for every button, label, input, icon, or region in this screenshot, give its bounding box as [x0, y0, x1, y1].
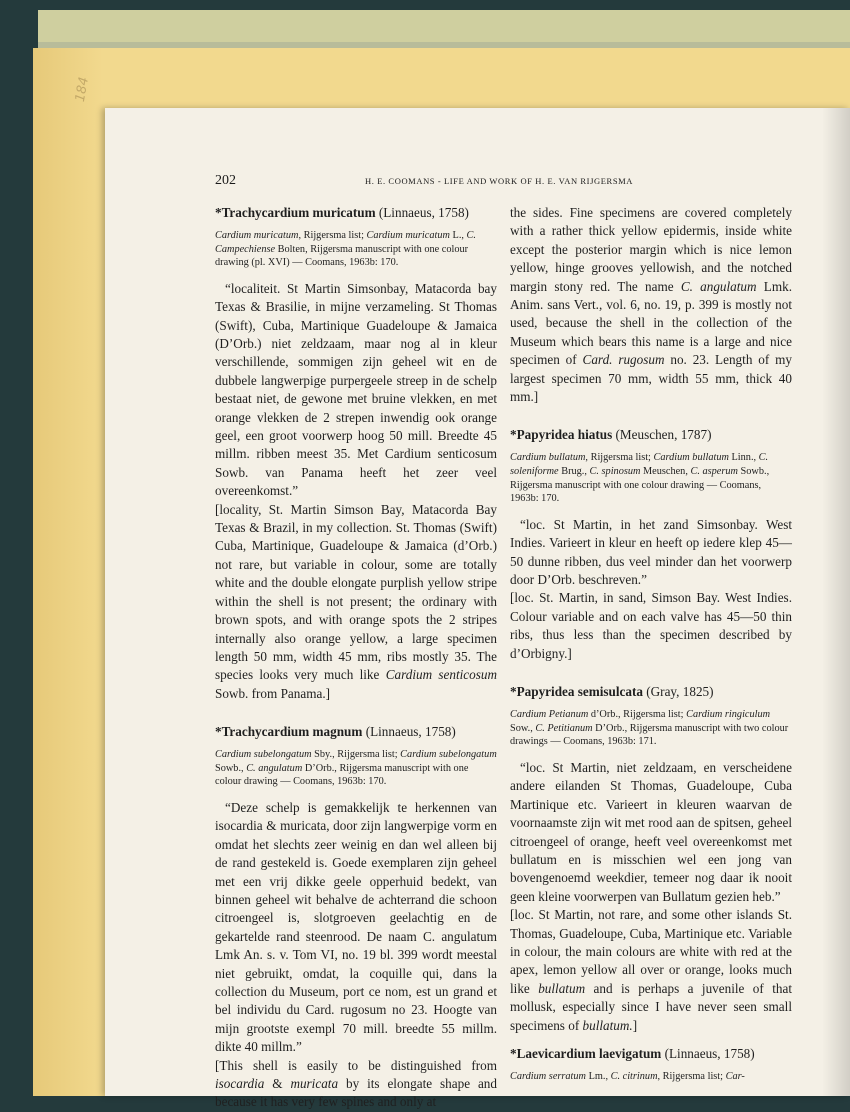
synonym: Cardium bullatum	[510, 452, 586, 464]
translation-italic: muricata	[290, 1076, 339, 1091]
synonymy	[510, 708, 792, 749]
english-translation	[215, 501, 497, 703]
running-head	[215, 173, 835, 193]
synonymy	[510, 451, 792, 505]
synonym: C. Campechiense	[215, 230, 476, 255]
synonym-text: Sby., Rijgersma list;	[311, 749, 401, 761]
continued-translation	[510, 204, 792, 406]
dutch-quote: “localiteit. St Martin Simsonbay, Matacorda bay Texas & Brasilie, in mijne verzameling. St Thomas (Swift), Cuba, Martinique Guadeloupe & Jamaica (D’Orb.) niet zeldzaam, maar nog al in kleur verschillende, sommigen zijn geheel wit en de dubbele langwerpige purpergeele streep in de schelp bestaat niet, de gewone met bruine vlekken, en met orange vlekken de 2 strepen inwendig ook orange geel, een groot voorwerp hoog 50 mill. Breedte 45 millm. ribben meest 35. Met Cardium senticosum Sowb. van Panama heeft het zeer veel overeenkomst.”	[215, 280, 497, 499]
synonym: Cardium bullatum	[653, 452, 729, 464]
page-curl-shadow	[822, 108, 850, 1096]
synonym-text: Linn.,	[728, 452, 759, 464]
book-page	[105, 108, 850, 1110]
synonym: C. Petitianum	[535, 722, 593, 734]
synonym: Cardium subelongatum	[400, 749, 497, 761]
synonym-text: Sowb., Rijgersma manuscript with one colour drawing — Coomans, 1963b: 170.	[510, 466, 770, 505]
translation-italic: isocardia	[215, 1076, 265, 1091]
dutch-quote: “loc. St Martin, in het zand Simsonbay. West Indies. Varieert in kleur en heeft op iedere klep 45—50 dunne ribben, dus veel minder dan het voorwerp door D’Orb. beschreven.”	[510, 516, 792, 588]
synonym: Cardium serratum	[510, 1070, 586, 1082]
translation-italic: bullatum	[538, 980, 586, 996]
english-translation	[215, 1057, 497, 1112]
synonymy	[510, 1070, 792, 1084]
species-name: *Trachycardium muricatum	[215, 205, 376, 220]
translation-text: the sides. Fine specimens are covered completely with a rather thick yellow epidermis, inside white except the posterior margin which is nice lemon yellow, hinge grooves yellowish, and the notched margin stony red. The name	[510, 205, 792, 294]
translation-text: Lmk. Anim. sans Vert., vol. 6, no. 19, p. 399 is mostly not used, because the shell in the collection of the Museum which bears this name is a large and nice specimen of	[510, 278, 792, 368]
translation-text: &	[264, 1076, 291, 1091]
dutch-quote: “loc. St Martin, niet zeldzaam, en verscheidene andere eilanden St Thomas, Guadeloupe, Cuba Martinique etc. Varieert in kleuren waarvan de voornaamste zijn wit met rood aan de spitsen, geheel citroengeel of orange, heeft veel overeenkomst met bullatum en is misschien wel een jong van bovengenoemd weekdier, temeer nog daar ik nooit geen kleine voorwerpen van Bullatum gezien heb.”	[510, 759, 792, 904]
entry-heading-trachycardium-muricatum	[215, 204, 497, 221]
translation-italic: C. angulatum	[680, 278, 757, 294]
synonym: C. soleniforme	[510, 452, 769, 478]
translation-text: [This shell is easily to be distinguished from	[215, 1057, 497, 1073]
synonym: Cardium ringiculum	[686, 709, 771, 721]
synonym-text: Bolten, Rijgersma manuscript with one colour drawing (pl. XVI) — Coomans, 1963b: 170.	[215, 243, 469, 269]
translation-italic: bullatum.	[582, 1017, 633, 1033]
synonym: Car-	[725, 1070, 745, 1082]
synonym-text: D’Orb., Rijgersma manuscript with one colour drawing — Coomans, 1963b: 170.	[215, 762, 469, 788]
synonym: C. citrinum	[610, 1070, 658, 1082]
synonym-text: D’Orb., Rijgersma manuscript with two colour drawings — Coomans, 1963b: 171.	[510, 722, 789, 748]
translation-text: [locality, St. Martin Simson Bay, Matacorda Bay Texas & Brazil, in my collection. St. Thomas (Swift) Cuba, Martinique, Guadeloupe & Jamaica (d’Orb.) not rare, but variable in colour, some are totally white and the double elongate purplish yellow stripe within the shell is not present; the ordinary with brown spots, and with orange spots the 2 stripes internally also orange yellow, a large specimen length 50 mm, width 45 mm, ribs mostly 35. The species looks very much like	[215, 501, 497, 683]
header-title: H. E. COOMANS - LIFE AND WORK OF H. E. VAN RIJGERSMA	[365, 176, 634, 186]
species-author: (Gray, 1825)	[642, 684, 714, 700]
synonym: Cardium Petianum	[510, 709, 589, 721]
species-name: *Papyridea hiatus	[510, 427, 613, 443]
synonym-text: L.,	[449, 230, 467, 241]
entry-heading-papyridea-semisulcata	[510, 683, 792, 700]
translation-italic: Cardium senticosum	[385, 667, 497, 683]
synonym: C. asperum	[690, 466, 738, 478]
synonymy	[215, 748, 497, 789]
synonym-text: d’Orb., Rijgersma list;	[588, 709, 687, 721]
species-author: (Linnaeus, 1758)	[362, 724, 456, 740]
synonym: C. angulatum	[246, 762, 303, 774]
species-name: *Trachycardium magnum	[215, 724, 363, 740]
species-author: (Meuschen, 1787)	[612, 427, 712, 443]
translation-text: ]	[632, 1017, 638, 1033]
synonymy	[215, 229, 497, 270]
synonym: Cardium muricatum	[366, 230, 450, 241]
pencil-mark: 184	[72, 75, 92, 104]
synonym-text: , Rijgersma list;	[585, 452, 654, 464]
species-author: (Linnaeus, 1758)	[661, 1045, 755, 1061]
species-name: *Papyridea semisulcata	[510, 684, 643, 700]
entry-heading-trachycardium-magnum	[215, 723, 497, 740]
synonym: Cardium muricatum	[215, 230, 299, 241]
synonym-text: Sowb.,	[215, 762, 247, 774]
english-translation: [loc. St. Martin, in sand, Simson Bay. West Indies. Colour variable and on each valve has 45—50 thin ribs, thus less than the specimen described by d’Orbigny.]	[510, 590, 792, 661]
species-author: (Linnaeus, 1758)	[375, 205, 469, 220]
right-column	[510, 204, 792, 1094]
synonym-text: Sow.,	[510, 722, 536, 734]
page-number: 202	[215, 173, 236, 188]
entry-heading-laevicardium-laevigatum	[510, 1045, 792, 1062]
synonym-text: , Rijgersma list;	[657, 1070, 726, 1082]
synonym-text: Brug.,	[558, 466, 590, 478]
translation-text: [loc. St Martin, not rare, and some other islands St. Thomas, Guadeloupe, Cuba, Martinique etc. Variable in colour, the main colours are white with red at the apex, lemon yellow all over or orange, looks much like	[510, 907, 792, 996]
back-folder-edge	[38, 10, 850, 42]
paper-shade	[33, 48, 103, 1096]
synonym: Cardium subelongatum	[215, 749, 312, 761]
synonym-text: Meuschen,	[640, 466, 691, 478]
translation-text: and is perhaps a juvenile of that mollusk, especially since I have never seen small specimens of	[510, 980, 792, 1033]
dutch-quote: “Deze schelp is gemakkelijk te herkennen van isocardia & muricata, door zijn langwerpige vorm en omdat het slechts zeer weinig en dan wel alleen bij de rand gestekeld is. Goede exemplaren zijn geheel met een vrij dikke geele opperhuid bedekt, van binnen geheel wit behalve de achterrand die schoon citroengeel is, slotgroeven geelachtig en de gekartelde rand steenrood. De naam C. angulatum Lmk An. s. v. Tom VI, no. 19 bl. 399 wordt meestal niet gebruikt, omdat, la coquille qui, dans la collection du Museum, port ce nom, est un grand et bel individu du Card. rugosum no 23. Hoogte van mijn grootste exempl 70 mill. breedte 55 millm. dikte 40 millm.”	[215, 799, 497, 1055]
translation-text: Sowb. from Panama.]	[215, 685, 331, 701]
translation-italic: Card. rugosum	[582, 352, 665, 368]
translation-text: no. 23. Length of my largest specimen 70 mm, width 55 mm, thick 40 mm.]	[510, 352, 792, 405]
synonym-text: Lm.,	[586, 1070, 611, 1082]
synonym-text: , Rijgersma list;	[298, 230, 367, 241]
synonym: C. spinosum	[589, 466, 641, 478]
entry-heading-papyridea-hiatus	[510, 426, 792, 443]
left-column	[215, 204, 497, 1112]
species-name: *Laevicardium laevigatum	[510, 1045, 662, 1061]
translation-text: by its elongate shape and because it has very few spines and only at	[215, 1076, 497, 1110]
english-translation	[510, 906, 792, 1035]
